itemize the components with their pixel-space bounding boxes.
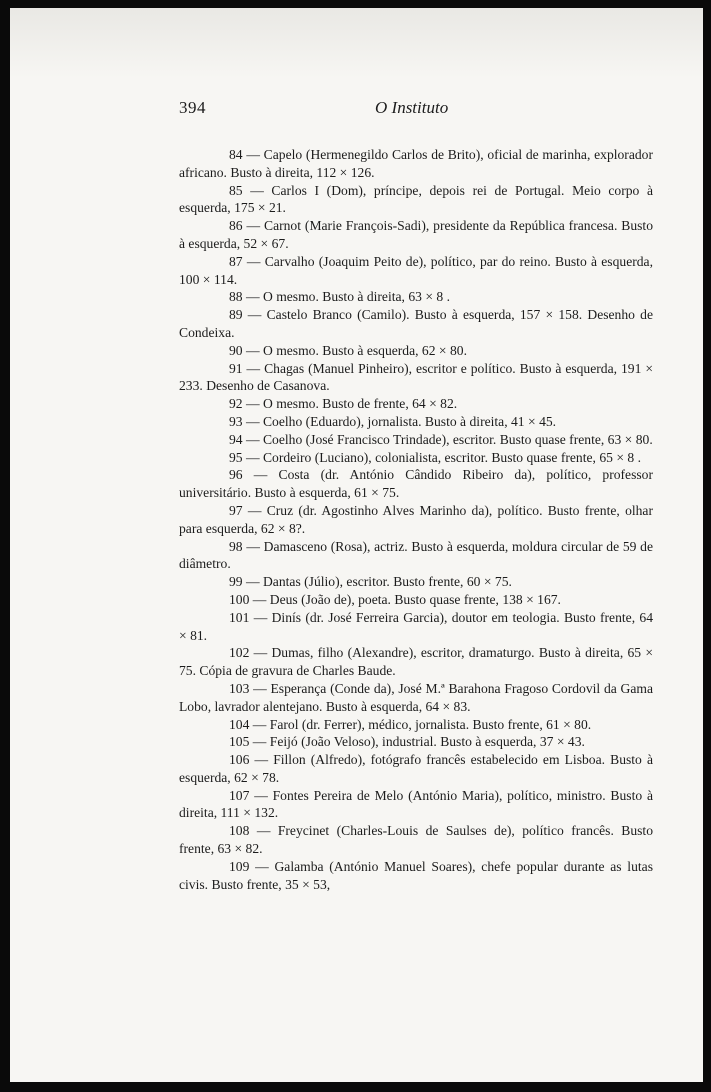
catalogue-entry: 85 — Carlos I (Dom), príncipe, depois rei de Portugal. Meio corpo à esquerda, 175 × 21. [179, 182, 653, 216]
catalogue-entries [179, 146, 653, 893]
running-title: O Instituto [375, 98, 449, 117]
catalogue-entry: 98 — Damasceno (Rosa), actriz. Busto à esquerda, moldura circular de 59 de diâmetro. [179, 538, 653, 572]
book-page [10, 8, 703, 1082]
catalogue-entry: 102 — Dumas, filho (Alexandre), escritor, dramaturgo. Busto à direita, 65 × 75. Cópia de gravura de Charles Baude. [179, 645, 653, 679]
catalogue-entry: 104 — Farol (dr. Ferrer), médico, jornalista. Busto frente, 61 × 80. [229, 716, 592, 732]
catalogue-entry: 103 — Esperança (Conde da), José M.ª Barahona Fragoso Cordovil da Gama Lobo, lavrador alentejano. Busto à esquerda, 64 × 83. [179, 680, 653, 714]
catalogue-entry: 87 — Carvalho (Joaquim Peito de), político, par do reino. Busto à esquerda, 100 × 114. [179, 253, 653, 287]
catalogue-entry: 101 — Dinís (dr. José Ferreira Garcia), doutor em teologia. Busto frente, 64 × 81. [179, 609, 653, 643]
catalogue-entry: 95 — Cordeiro (Luciano), colonialista, escritor. Busto quase frente, 65 × 8 . [229, 449, 641, 465]
catalogue-entry: 105 — Feijó (João Veloso), industrial. Busto à esquerda, 37 × 43. [229, 734, 585, 750]
page-header [179, 98, 469, 120]
catalogue-entry: 99 — Dantas (Júlio), escritor. Busto frente, 60 × 75. [229, 574, 512, 590]
catalogue-entry: 84 — Capelo (Hermenegildo Carlos de Brito), oficial de marinha, explorador africano. Busto à direita, 112 × 126. [179, 147, 653, 180]
catalogue-entry: 100 — Deus (João de), poeta. Busto quase frente, 138 × 167. [229, 591, 561, 607]
catalogue-entry: 92 — O mesmo. Busto de frente, 64 × 82. [229, 396, 458, 412]
catalogue-entry: 86 — Carnot (Marie François-Sadi), presidente da República francesa. Busto à esquerda, 52 × 67. [179, 218, 653, 251]
catalogue-entry: 109 — Galamba (António Manuel Soares), chefe popular durante as lutas civis. Busto frente, 35 × 53, [179, 858, 653, 892]
catalogue-entry: 97 — Cruz (dr. Agostinho Alves Marinho da), político. Busto frente, olhar para esquerda, 62 × 8?. [179, 502, 653, 536]
catalogue-entry: 96 — Costa (dr. António Cândido Ribeiro da), político, professor universitário. Busto à esquerda, 61 × 75. [179, 467, 653, 501]
catalogue-entry: 106 — Fillon (Alfredo), fotógrafo francês estabelecido em Lisboa. Busto à esquerda, 62 × 78. [179, 752, 653, 785]
catalogue-entry: 93 — Coelho (Eduardo), jornalista. Busto à direita, 41 × 45. [229, 413, 557, 429]
catalogue-entry: 91 — Chagas (Manuel Pinheiro), escritor e político. Busto à esquerda, 191 × 233. Desenho de Casanova. [179, 360, 653, 394]
catalogue-entry: 107 — Fontes Pereira de Melo (António Maria), político, ministro. Busto à direita, 111 × 132. [179, 787, 653, 821]
catalogue-entry: 88 — O mesmo. Busto à direita, 63 × 8 . [229, 289, 450, 305]
catalogue-entry: 90 — O mesmo. Busto à esquerda, 62 × 80. [229, 342, 467, 358]
catalogue-entry: 94 — Coelho (José Francisco Trindade), escritor. Busto quase frente, 63 × 80. [229, 431, 653, 447]
page-number: 394 [179, 98, 206, 117]
catalogue-entry: 108 — Freycinet (Charles-Louis de Saulses de), político francês. Busto frente, 63 × 82. [179, 823, 653, 857]
catalogue-entry: 89 — Castelo Branco (Camilo). Busto à esquerda, 157 × 158. Desenho de Condeixa. [179, 307, 653, 340]
